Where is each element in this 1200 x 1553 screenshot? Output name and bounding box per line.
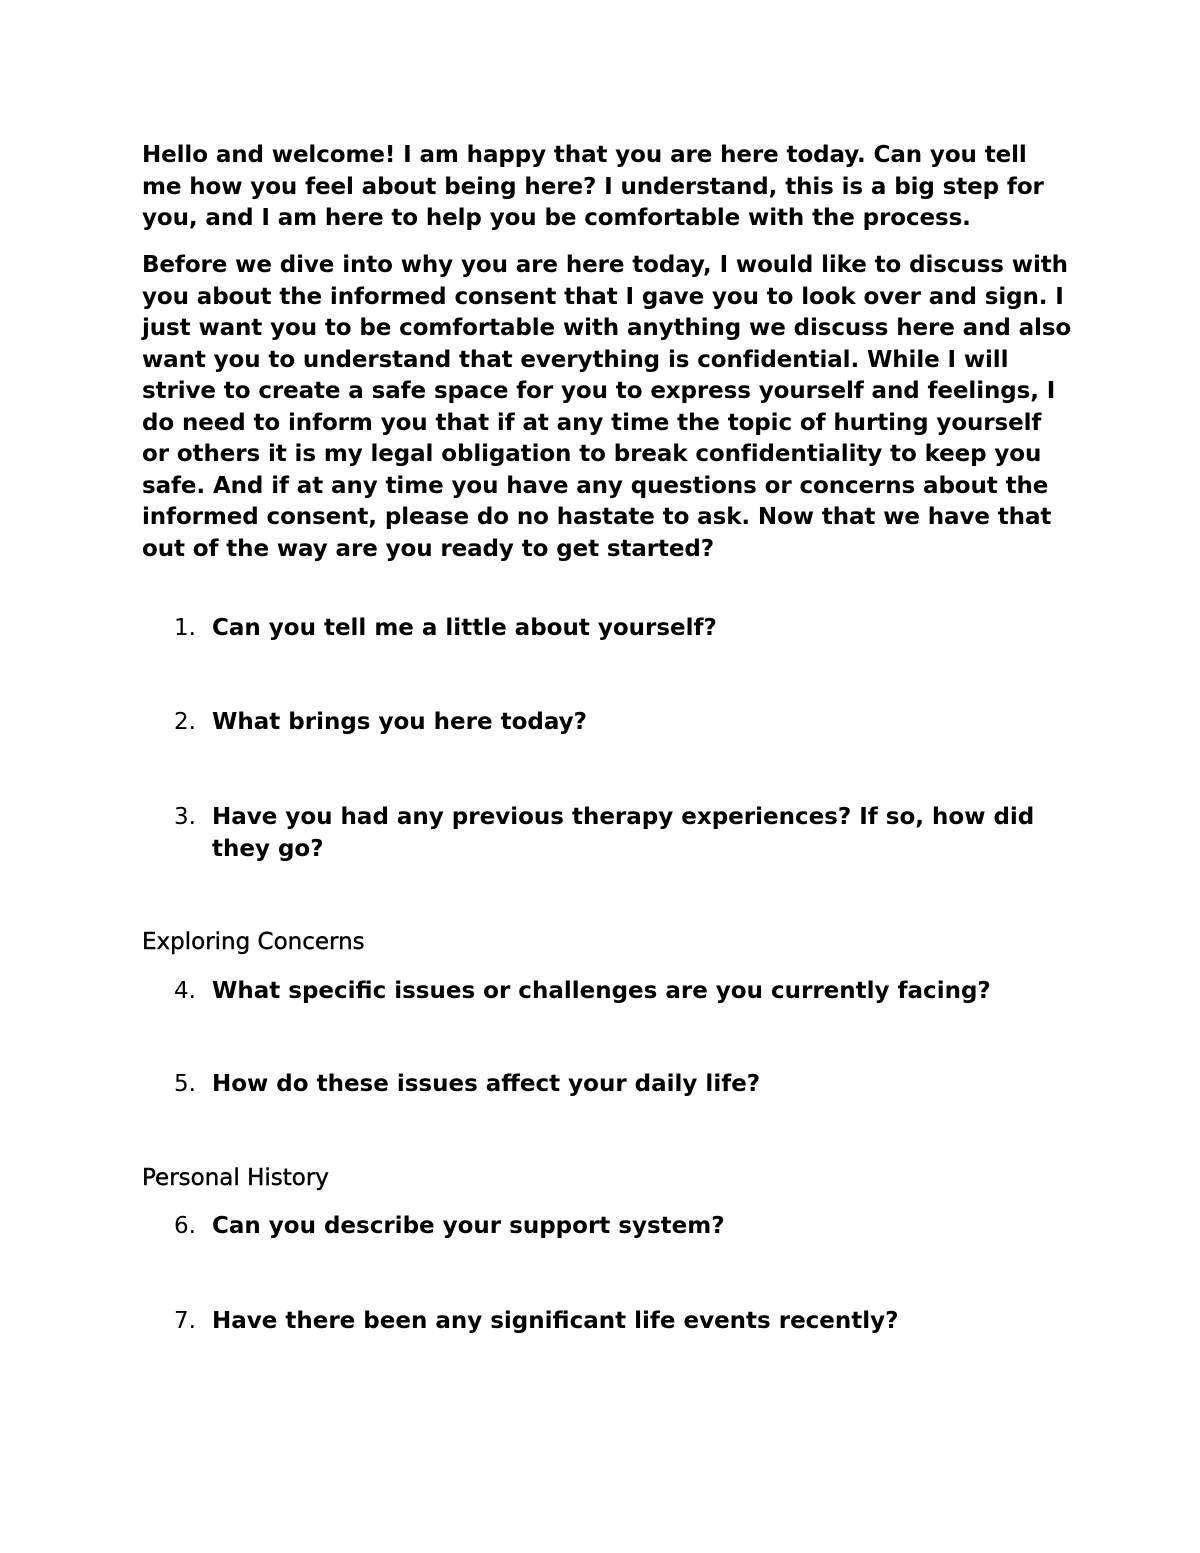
question-text: Can you tell me a little about yourself? [212,615,717,641]
question-text: What brings you here today? [212,709,587,735]
intro-paragraph: Hello and welcome! I am happy that you are here today. Can you tell me how you feel about being here? I understand, this is a big step for you, and I am here to help you be comfortable with the process. [142,142,1044,231]
question-number: 1. [174,615,196,641]
question-number: 7. [174,1308,196,1334]
question-text: How do these issues affect your daily life? [212,1071,761,1097]
question-text: Can you describe your support system? [212,1213,725,1239]
question-text: What specific issues or challenges are you currently facing? [212,978,991,1004]
question-number: 4. [174,978,196,1004]
consent-paragraph: Before we dive into why you are here today, I would like to discuss with you about the informed consent that I gave you to look over and sign. I just want you to be comfortable with anything we discuss here and also want you to understand that everything is confidential. While I will strive to create a safe space for you to express yourself and feelings, I do need to inform you that if at any time the topic of hurting yourself or others it is my legal obligation to break confidentiality to keep you safe. And if at any time you have any questions or concerns about the informed consent, please do no hastate to ask. Now that we have that out of the way are you ready to get started? [142,252,1072,562]
question-number: 3. [174,804,196,830]
question-item [142,1069,1072,1101]
question-number: 6. [174,1213,196,1239]
section-heading-personal-history: Personal History [142,1165,329,1191]
question-text: Have you had any previous therapy experiences? If so, how did they go? [212,804,1035,862]
question-number: 5. [174,1071,196,1097]
question-item [142,1211,1072,1243]
question-item [142,976,1072,1008]
question-item [142,613,1072,645]
section-heading-exploring-concerns: Exploring Concerns [142,929,365,955]
question-item [142,1306,1072,1338]
question-item [142,707,1072,739]
question-item [142,802,1072,865]
question-text: Have there been any significant life events recently? [212,1308,899,1334]
question-number: 2. [174,709,196,735]
